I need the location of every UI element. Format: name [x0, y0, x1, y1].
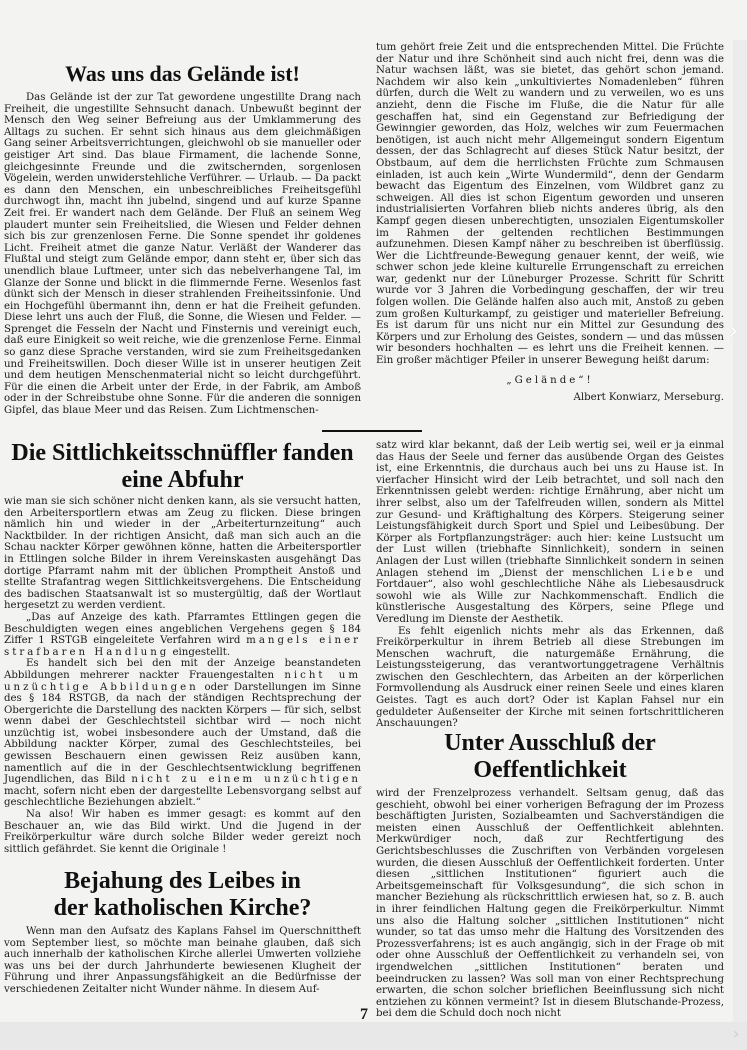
article-body: Es fehlt eigenlich nichts mehr als das Erkennen, daß Freikörperkultur in ihrem Betrieb all diese Strebungen im Menschen wachruft, die naturgemäße Ernährung, die Leistungssteigerung, das verantwortunggetragene Verhältnis zwischen den Geschlechtern, das Arbeiten an der körperlichen Formvollendung als Ausdruck einer reinen Seele und eines klaren Geistes. Tagt es auch dort? Oder ist Kaplan Fahsel nur ein geduldeter Außenseiter der Kirche mit seinen fortschrittlicheren Anschauungen? — [376, 625, 724, 730]
article-author: Albert Konwiarz, Merseburg. — [573, 392, 724, 404]
page-number: 7 — [360, 1006, 368, 1023]
article-body: wird der Frenzelprozess verhandelt. Seltsam genug, daß das geschieht, obwohl bei einer vorherigen Befragung der im Prozess beschäftigten Juristen, Sozialbeamten und Sachverständigen die meisten einen Ausschluß der Oeffentlichkeit ablehnten. Merkwürdiger noch, daß zur Rechtfertigung des Gerichtsbeschlusses die Zuschriften von Verbänden vorgelesen wurden, die diesen Ausschluß der Oeffentlichkeit forderten. Unter diesen „sittlichen Institutionen“ figuriert auch die Arbeitsgemeinschaft für Volksgesundung“, die sich schon in mancher Beziehung als rückschrittlich erwiesen hat, so z. B. auch in ihrer feindlichen Haltung gegen die Freikörperkultur. Nimmt uns also die Haltung solcher „sittlichen Institutionen“ nicht wunder, so tat das umso mehr die Haltung des Vorsitzenden des Prozessverfahrens; ist es auch angängig, sich in der Frage ob mit oder ohne Ausschluß der Oeffentlichkeit zu verhandeln sei, von irgendwelchen „sittlichen Institutionen“ beraten und beeindrucken zu lassen? Was soll man von einer Rechtsprechung erwarten, die schon solcher brieflichen Beeinflussung sich nicht entziehen zu können vermeint? Ist in diesem Blutschande-Prozess, bei dem die Schuld doch noch nicht — [376, 788, 724, 1020]
next-page-icon[interactable]: › — [728, 316, 739, 346]
article-quote — [4, 658, 361, 809]
article-gelaende-col1 — [4, 62, 361, 417]
text-run: eingestellt. — [169, 646, 231, 658]
article-title-bejahung: Bejahung des Leibes in der katholischen Kirche? — [53, 868, 312, 921]
article-bejahung-col2 — [376, 440, 724, 730]
emphasis-text: nicht um unzüchtige Abbildungen — [4, 669, 362, 693]
article-ausschluss — [376, 730, 724, 1020]
article-title-gelaende: Was uns das Gelände ist! — [65, 61, 300, 86]
article-body: Wenn man den Aufsatz des Kaplans Fahsel im Querschnittheft vom September liest, so möchte man beinahe glauben, daß sich auch innerhalb der katholischen Kirche allerlei Umwerten vollziehe was uns bei der durch Jahrhunderte bewiesenen Klugheit der Führung und ihrer Anpassungsfähigkeit an die Bedürfnisse der verschiedenen Zeitalter nicht Wunder nähme. In diesem Auf- — [4, 926, 361, 995]
article-bejahung-col1 — [4, 868, 361, 996]
article-body: wie man sie sich schöner nicht denken kann, als sie versucht hatten, den Arbeitersportlern etwas am Zeug zu flicken. Diese bringen nämlich hin und wieder in der „Arbeiterturnzeitung“ auch Nacktbilder. In der richtigen Ansicht, daß man sich auch an die Schau nackter Körper gewöhnen könne, hatten die Arbeitersportler in Ettlingen solche Bilder in ihrem Vereinskasten ausgehängt Das dortige Pfarramt nahm mit der üblichen Promptheit Anstoß und stellte Strafantrag wegen Sittlichkeitsvergehens. Die Entscheidung des badischen Staatsanwalt ist so mustergültig, daß der Wortlaut hergesetzt zu werden verdient. — [4, 496, 361, 612]
emphasis-text: nicht zu einem unzüchtigen — [131, 774, 361, 786]
text-run: oder Darstellungen im Sinne des § 184 RSTGB, da nach der ständigen Rechtsprechung der Obergerichte die Darstellung des nackten Körpers — für sich, selbst wenn dabei der Geschlechtsteil sichtbar wird — noch nicht unzüchtig ist, wobei insbesondere auch der Umstand, daß die Abbildung nackter Körper, zumal des Geschlechtsteiles, bei gewissen Beschauern einen gewissen Reiz ausüben kann, namentlich auf die in der Geschlechtsentwicklung begriffenen Jugendlichen, das Bild — [4, 681, 361, 786]
emphasis-text: Liebe — [651, 567, 696, 579]
text-run: „Das auf Anzeige des kath. Pfarramtes Ettlingen gegen die Beschuldigten wegen eines angeblichen Vergehens gegen § 184 Ziffer 1 RSTGB eingeleitete Verfahren wird — [4, 611, 361, 647]
article-title-sittlichkeit: Die Sittlichkeitsschnüffler fanden eine Abfuhr — [11, 440, 354, 493]
page-footer-margin — [0, 1022, 747, 1050]
section-divider — [322, 430, 422, 432]
text-run: Es handelt sich bei den mit der Anzeige beanstandeten Abbildungen mehrerer nackter Frauengestalten — [4, 658, 361, 681]
text-run: satz wird klar bekannt, daß der Leib wertig sei, weil er ja einmal das Haus der Seele und ferner das ausübende Organ des Geistes ist, eine Erkenntnis, die durchaus auch bei uns zu Hause ist. In vierfacher Hinsicht wird der Leib betrachtet, und soll nach den Erkenntnissen gelebt werden: richtige Ernährung, aber nicht um ihrer selbst, also um der Tafelfreuden willen, sondern als Mittel zur Gesund- und Kräftighaltung des Körpers. Steigerung seiner Leistungsfähigkeit durch Sport und Spiel und Leibesübung. Der Körper als Fortpflanzungsträger: auch hier: keine Lustsucht um der Lust willen (triebhafte Sinnlichkeit), sondern in seinen Anlagen der Lust willen (triebhafte Sinnlichkeit sondern in seinen Anlagen stehend im „Dienst der menschlichen — [376, 440, 724, 579]
article-body: Das Gelände ist der zur Tat gewordene ungestillte Drang nach Freiheit, die ungestillte Sehnsucht danach. Unbewußt beginnt der Mensch den Weg seiner Befreiung aus der Umklammerung des Alltags zu suchen. Er sehnt sich hinaus aus dem gleichmäßigen Gang seiner Arbeitsverrichtungen, gleichwohl ob sie manueller oder geistiger Art sind. Das blaue Firmament, die lachende Sonne, gleichgesinnte Freunde und die zwitschernden, sorgenlosen Vögelein, werden unwiderstehliche Verführer. — Urlaub. — Da packt es dann den Menschen, ein unbeschreibliches Freiheitsgefühl durchwogt ihn, macht ihn jubelnd, singend und auf kurze Spanne Zeit frei. Er wandert nach dem Gelände. Der Fluß an seinem Weg plaudert munter sein Freiheitslied, die Wiesen und Felder dehnen sich bis zur grenzenlosen Ferne. Die Sonne spendet ihr goldenes Licht. Freiheit atmet die ganze Natur. Verläßt der Wanderer das Flußtal und steigt zum Gelände empor, dann steht er, über sich das unendlich blaue Luftmeer, unter sich das nebelverhangene Tal, im Glanze der Sonne und blickt in die flimmernde Ferne. Wesenlos fast dünkt sich der Mensch in dieser strahlenden Freiheitssinfonie. Und ein Hochgefühl übermannt ihn, denn er hat die Freiheit gefunden. Diese lehrt uns auch der Fluß, die Sonne, die Wiesen und Felder. — Sprenget die Fesseln der Nacht und Finsternis und vereinigt euch, daß eure Einigkeit so weit reiche, wie die grenzenlose Ferne. Einmal so ganz diese Sprache verstanden, wird sie zum Freiheitsgedanken und Freiheitswillen. Doch dieser Wille ist in unserer heutigen Zeit und dem heutigen Menschenmaterial nicht so leicht durchgeführt. Für die einen die Arbeit unter der Erde, in der Fabrik, am Amboß oder in der Schreibstube ohne Sonne. Für die anderen die sonnigen Gipfel, das blaue Meer und das Reisen. Zum Lichtmenschen- — [4, 92, 361, 417]
article-body: Na also! Wir haben es immer gesagt: es kommt auf den Beschauer an, wie das Bild wirkt. Und die Jugend in der Freikörperkultur wäre durch solche Bilder weder gereizt noch sittlich gefährdet. Sie kennt die Originale ! — [4, 809, 361, 855]
chevron-right-icon[interactable]: › — [733, 1024, 740, 1043]
article-body — [376, 440, 724, 626]
emphasis-text: mangels einer strafbaren Handlung — [4, 635, 361, 658]
article-gelaende-col2 — [376, 42, 724, 404]
text-run: und Fortdauer“, also wohl geschlechtliche Nähe als Liebesausdruck sowohl wie als Wille zur Nachkommenschaft. Endlich die künstlerische Ausgestaltung des Körpers, seine Pflege und Veredlung im Dienste der Aesthetik. — [376, 567, 724, 625]
article-motto: „Gelände“! — [506, 374, 594, 386]
article-title-ausschluss: Unter Ausschluß der Oeffentlichkeit — [444, 730, 656, 783]
page-edge — [733, 40, 747, 1040]
article-body: tum gehört freie Zeit und die entsprechenden Mittel. Die Früchte der Natur und ihre Schönheit sind auch nicht frei, denn was die Natur wachsen läßt, was sie bietet, das gehört schon jemand. Nachdem wir also kein „unkultiviertes Nomadenleben“ führen dürfen, durch die Welt zu wandern und zu verweilen, wo es uns anzieht, denn die Fische im Fluße, die die Natur für alle geschaffen hat, sind ein Gegenstand zur Befriedigung der Gewinngier geworden, das Holz, welches wir zum Feuermachen benötigen, ist auch nicht mehr Allgemeingut sondern Eigentum dessen, der das Schlagrecht auf dieses Stück Natur besitzt, der Obstbaum, auf dem die herrlichsten Früchte zum Schmausen einladen, ist auch kein „Wirte Wundermild“, denn der Gendarm bewacht das Eigentum des Einzelnen, vom Wildbret ganz zu schweigen. All dies ist schon Eigentum geworden und unseren industrialisierten Vorfahren blieb nichts anderes übrig, als den Kampf gegen diesen unberechtigten, unsozialen Eigentumskoller im Rahmen der geltenden rechtlichen Bestimmungen aufzunehmen. Diesen Kampf näher zu beschreiben ist überflüssig. Wer die Lichtfreunde-Bewegung genauer kennt, der weiß, wie schwer schon jede kleine kulturelle Errungenschaft zu erreichen war, gedenkt nur der Lüneburger Prozesse. Schritt für Schritt wurde vor 3 Jahren die Vorbedingung geschaffen, der wir treu folgen wollen. Die Gelände halfen also auch mit, Anstoß zu geben zum großen Kulturkampf, zu geistiger und materieller Befreiung. Es ist darum für uns nicht nur ein Mittel zur Gesundung des Körpers und zur Erholung des Geistes, sondern — und das müssen wir besonders hochhalten — es lehrt uns die Freiheit kennen. — Ein großer mächtiger Pfeiler in unserer Bewegung heißt darum: — [376, 42, 724, 367]
text-run: macht, sofern nicht eben der dargestellte Lebensvorgang selbst auf geschlechtliche Beziehungen abzielt.“ — [4, 785, 361, 809]
article-sittlichkeit — [4, 440, 361, 855]
article-quote — [4, 612, 361, 658]
